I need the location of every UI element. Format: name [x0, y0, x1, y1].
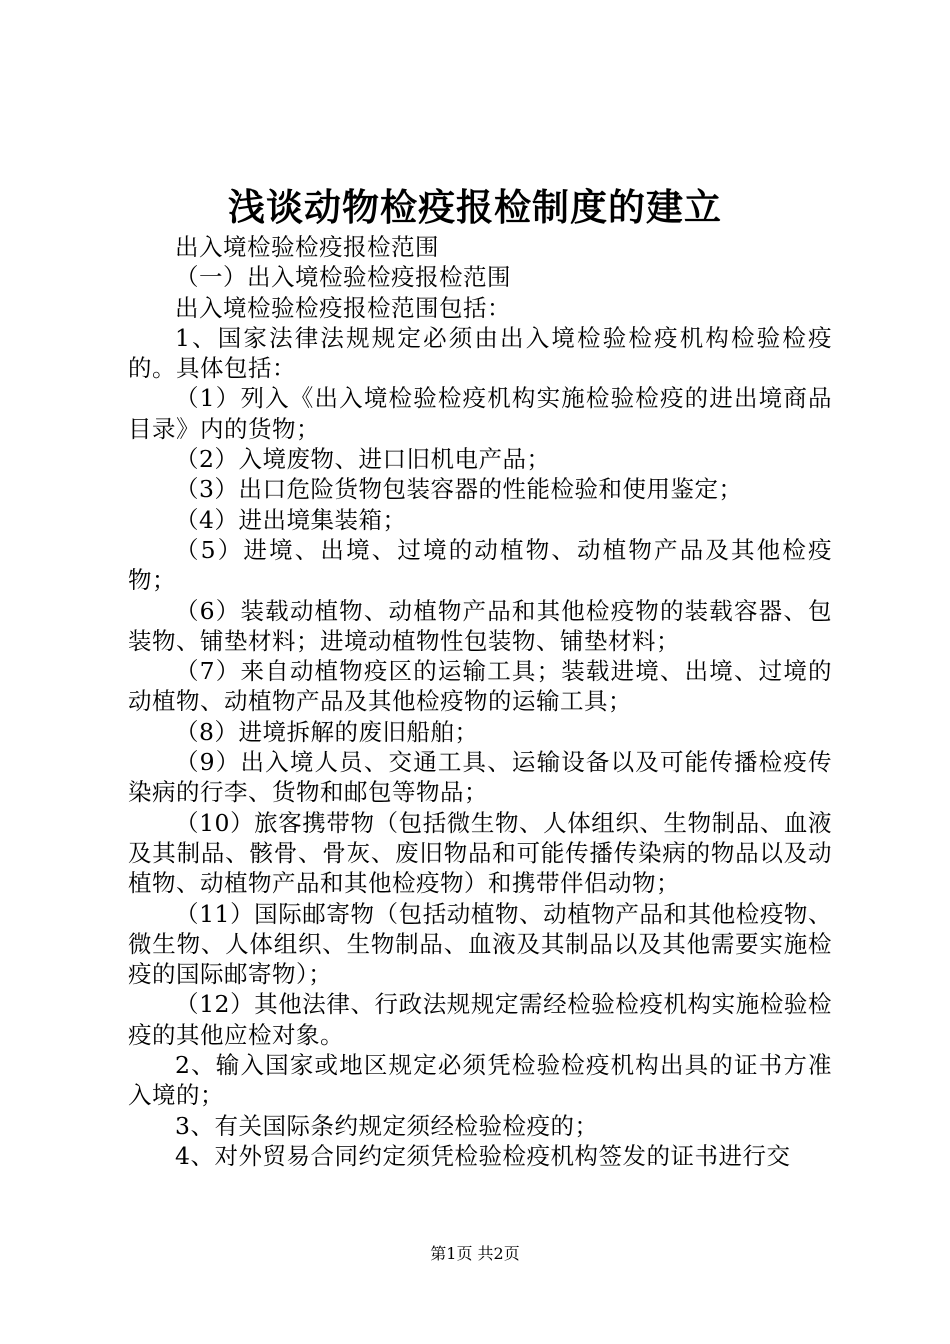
- paragraph: （8）进境拆解的废旧船舶；: [175, 717, 479, 746]
- document-title: 浅谈动物检疫报检制度的建立: [228, 185, 722, 229]
- document-body: [128, 232, 832, 1171]
- paragraph: （5）进境、出境、过境的动植物、动植物产品及其他检疫物；: [128, 535, 832, 595]
- paragraph: 2、输入国家或地区规定必须凭检验检疫机构出具的证书方准入境的；: [128, 1051, 832, 1110]
- paragraph: 1、国家法律法规规定必须由出入境检验检疫机构检验检疫的。具体包括：: [128, 323, 832, 383]
- paragraph: （10）旅客携带物（包括微生物、人体组织、生物制品、血液及其制品、骸骨、骨灰、废旧物品和可能传播传染病的物品以及动植物、动植物产品和其他检疫物）和携带伴侣动物；: [128, 808, 832, 898]
- paragraph: （4）进出境集装箱；: [175, 505, 407, 534]
- paragraph: （3）出口危险货物包装容器的性能检验和使用鉴定；: [175, 475, 743, 504]
- paragraph: （11）国际邮寄物（包括动植物、动植物产品和其他检疫物、微生物、人体组织、生物制品、血液及其制品以及其他需要实施检疫的国际邮寄物）；: [128, 899, 832, 989]
- paragraph: （2）入境废物、进口旧机电产品；: [175, 445, 551, 474]
- page-number-footer: 第1页 共2页: [430, 1244, 520, 1263]
- paragraph: 4、对外贸易合同约定须凭检验检疫机构签发的证书进行交: [175, 1141, 791, 1170]
- paragraph: 出入境检验检疫报检范围包括：: [175, 293, 511, 322]
- paragraph: 出入境检验检疫报检范围: [175, 233, 439, 261]
- paragraph: （6）装载动植物、动植物产品和其他检疫物的装载容器、包装物、铺垫材料；进境动植物性包装物、铺垫材料；: [128, 596, 832, 655]
- paragraph: 3、有关国际条约规定须经检验检疫的；: [175, 1111, 599, 1140]
- paragraph: （12）其他法律、行政法规规定需经检验检疫机构实施检验检疫的其他应检对象。: [128, 990, 832, 1049]
- paragraph: （9）出入境人员、交通工具、运输设备以及可能传播检疫传染病的行李、货物和邮包等物品；: [128, 748, 832, 807]
- paragraph: （7）来自动植物疫区的运输工具；装载进境、出境、过境的动植物、动植物产品及其他检疫物的运输工具；: [128, 657, 832, 716]
- paragraph: （一）出入境检验检疫报检范围: [175, 263, 511, 292]
- paragraph: （1）列入《出入境检验检疫机构实施检验检疫的进出境商品目录》内的货物；: [128, 384, 832, 443]
